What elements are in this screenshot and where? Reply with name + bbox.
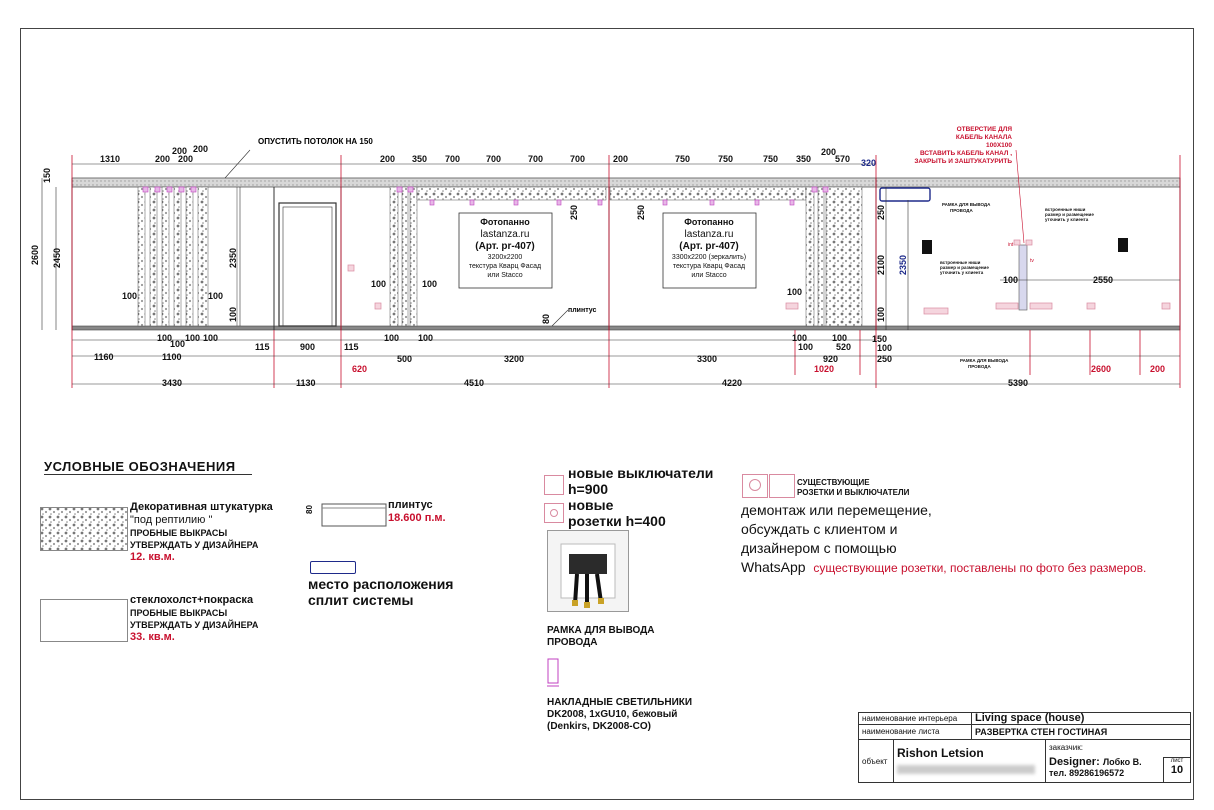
svg-text:int: int bbox=[1008, 242, 1014, 248]
svg-text:РАМКА ДЛЯ ВЫВОДА: РАМКА ДЛЯ ВЫВОДА bbox=[942, 202, 991, 207]
svg-text:100: 100 bbox=[422, 279, 438, 289]
ceiling-band bbox=[72, 178, 1180, 187]
svg-text:100X100: 100X100 bbox=[985, 142, 1012, 149]
plaster-swatch bbox=[40, 507, 128, 551]
svg-text:КАБЕЛЬ КАНАЛА: КАБЕЛЬ КАНАЛА bbox=[955, 134, 1012, 141]
demolish-l4: WhatsApp bbox=[741, 559, 806, 575]
svg-text:текстура Кварц Фасад: текстура Кварц Фасад bbox=[468, 263, 542, 270]
cable-channel bbox=[1019, 245, 1027, 310]
split-l1: место расположения bbox=[308, 576, 454, 592]
svg-text:ОТВЕРСТИЕ ДЛЯ: ОТВЕРСТИЕ ДЛЯ bbox=[956, 126, 1012, 133]
svg-text:320: 320 bbox=[861, 158, 877, 168]
split-l2: сплит системы bbox=[308, 592, 414, 608]
svg-text:100: 100 bbox=[1003, 275, 1019, 285]
plinth-length: 18.600 п.м. bbox=[388, 512, 446, 524]
svg-text:250: 250 bbox=[876, 204, 886, 220]
glass-l2: ПРОБНЫЕ ВЫКРАСЫ bbox=[130, 608, 228, 618]
sockets-l2: розетки h=400 bbox=[568, 513, 666, 529]
svg-text:lastanza.ru: lastanza.ru bbox=[684, 229, 734, 240]
glass-area: 33. кв.м. bbox=[130, 631, 175, 643]
svg-text:200: 200 bbox=[155, 154, 171, 164]
svg-text:ВСТАВИТЬ КАБЕЛЬ КАНАЛ ,: ВСТАВИТЬ КАБЕЛЬ КАНАЛ , bbox=[919, 150, 1012, 157]
svg-text:750: 750 bbox=[763, 154, 779, 164]
svg-text:100: 100 bbox=[203, 333, 219, 343]
door bbox=[279, 203, 336, 326]
light-fixture-icon bbox=[545, 658, 561, 688]
frame-l1: РАМКА ДЛЯ ВЫВОДА bbox=[547, 625, 655, 636]
svg-text:3430: 3430 bbox=[162, 378, 183, 388]
svg-text:Фотопанно: Фотопанно bbox=[480, 217, 530, 227]
svg-text:150: 150 bbox=[872, 334, 888, 344]
svg-text:620: 620 bbox=[352, 364, 368, 374]
svg-text:уточнить у клиента: уточнить у клиента bbox=[940, 270, 984, 275]
svg-text:1310: 1310 bbox=[100, 154, 121, 164]
svg-text:плинтус: плинтус bbox=[568, 307, 597, 314]
svg-text:3300: 3300 bbox=[697, 354, 718, 364]
svg-text:2100: 2100 bbox=[876, 254, 886, 275]
svg-text:текстура Кварц Фасад: текстура Кварц Фасад bbox=[672, 263, 746, 270]
plaster-l1: Декоративная штукатурка bbox=[130, 501, 273, 513]
svg-text:200: 200 bbox=[380, 154, 396, 164]
new-switches-text bbox=[568, 465, 713, 529]
svg-text:ЗАКРЫТЬ И ЗАШТУКАТУРИТЬ: ЗАКРЫТЬ И ЗАШТУКАТУРИТЬ bbox=[914, 158, 1012, 165]
legend-underline bbox=[44, 474, 252, 475]
svg-text:100: 100 bbox=[371, 279, 387, 289]
demolish-l1: демонтаж или перемещение, bbox=[741, 502, 932, 518]
svg-text:100: 100 bbox=[157, 333, 173, 343]
sockets-l1: новые bbox=[568, 497, 614, 513]
svg-text:115: 115 bbox=[344, 342, 359, 352]
plaster-l4: УТВЕРЖДАТЬ У ДИЗАЙНЕРА bbox=[130, 540, 259, 550]
glass-swatch bbox=[40, 599, 128, 642]
svg-text:3200: 3200 bbox=[504, 354, 525, 364]
socket-icon bbox=[544, 503, 564, 523]
svg-text:ПРОВОДА: ПРОВОДА bbox=[968, 364, 991, 369]
ceiling-note: ОПУСТИТЬ ПОТОЛОК НА 150 bbox=[258, 137, 373, 146]
tb-designer-name: Лобко В. bbox=[1102, 757, 1142, 767]
svg-text:350: 350 bbox=[796, 154, 812, 164]
svg-text:3200x2200: 3200x2200 bbox=[487, 254, 523, 261]
tb-phone: тел. 89286196572 bbox=[1049, 768, 1125, 778]
svg-text:4220: 4220 bbox=[722, 378, 743, 388]
svg-text:встроенные ниши: встроенные ниши bbox=[1045, 207, 1086, 212]
svg-text:Фотопанно: Фотопанно bbox=[684, 217, 734, 227]
svg-text:100: 100 bbox=[122, 291, 138, 301]
split-legend-text bbox=[308, 576, 453, 608]
svg-text:750: 750 bbox=[718, 154, 734, 164]
svg-text:750: 750 bbox=[675, 154, 691, 164]
svg-text:lastanza.ru: lastanza.ru bbox=[480, 229, 530, 240]
glass-l1: стеклохолст+покраска bbox=[130, 594, 254, 606]
svg-text:250: 250 bbox=[877, 354, 893, 364]
svg-text:115: 115 bbox=[255, 342, 270, 352]
cable-channel-note bbox=[914, 126, 1012, 165]
svg-text:80: 80 bbox=[541, 313, 551, 324]
bottom-dimensions bbox=[162, 378, 1028, 388]
split-swatch bbox=[310, 561, 356, 574]
existing-socket-icon bbox=[742, 474, 768, 498]
svg-text:100: 100 bbox=[228, 306, 238, 322]
svg-text:2450: 2450 bbox=[52, 247, 62, 268]
top-dimensions bbox=[100, 144, 876, 168]
svg-text:tv: tv bbox=[1030, 258, 1034, 264]
plinth-legend-text bbox=[388, 499, 446, 525]
frame-legend-text bbox=[547, 625, 655, 649]
tb-list-label: лист bbox=[1170, 758, 1184, 764]
svg-text:100: 100 bbox=[832, 333, 848, 343]
svg-text:размер и размещение: размер и размещение bbox=[1045, 212, 1094, 217]
tb-sheet-value: РАЗВЕРТКА СТЕН ГОСТИНАЯ bbox=[971, 724, 1191, 740]
svg-text:размер и размещение: размер и размещение bbox=[940, 265, 989, 270]
legend-title: УСЛОВНЫЕ ОБОЗНАЧЕНИЯ bbox=[44, 459, 236, 474]
svg-text:2550: 2550 bbox=[1093, 275, 1114, 285]
lights-l1: НАКЛАДНЫЕ СВЕТИЛЬНИКИ bbox=[547, 697, 693, 708]
svg-text:1160: 1160 bbox=[94, 352, 114, 362]
plaster-legend-text bbox=[130, 501, 273, 564]
svg-text:100: 100 bbox=[876, 306, 886, 322]
switches-l1: новые выключатели bbox=[568, 465, 714, 481]
glass-l3: УТВЕРЖДАТЬ У ДИЗАЙНЕРА bbox=[130, 620, 259, 630]
demolish-l3: дизайнером с помощью bbox=[741, 540, 897, 556]
tb-interior-label: наименование интерьера bbox=[858, 712, 972, 725]
svg-text:(Арт. pr-407): (Арт. pr-407) bbox=[679, 241, 739, 252]
tb-object bbox=[893, 739, 1046, 783]
svg-text:100: 100 bbox=[798, 342, 814, 352]
svg-text:350: 350 bbox=[412, 154, 428, 164]
svg-text:570: 570 bbox=[835, 154, 851, 164]
svg-text:1020: 1020 bbox=[814, 364, 835, 374]
tb-list bbox=[1163, 757, 1191, 783]
speaker-right bbox=[1118, 238, 1128, 252]
svg-text:200: 200 bbox=[1150, 364, 1166, 374]
svg-text:встроенные ниши: встроенные ниши bbox=[940, 260, 981, 265]
tb-object-value: Rishon Letsion bbox=[897, 746, 984, 760]
svg-text:уточнить у клиента: уточнить у клиента bbox=[1045, 217, 1089, 222]
plaster-area: 12. кв.м. bbox=[130, 551, 175, 563]
speaker-left bbox=[922, 240, 932, 254]
existing-legend-text bbox=[797, 478, 909, 498]
svg-text:100: 100 bbox=[185, 333, 201, 343]
svg-text:100: 100 bbox=[418, 333, 434, 343]
svg-text:200: 200 bbox=[193, 144, 209, 154]
plinth-swatch bbox=[308, 498, 388, 530]
svg-text:250: 250 bbox=[569, 204, 579, 220]
tb-list-number: 10 bbox=[1170, 764, 1184, 776]
svg-text:2350: 2350 bbox=[228, 247, 238, 268]
demolish-red-note: существующие розетки, поставлены по фото без размеров. bbox=[813, 561, 1147, 575]
svg-text:или Stacco: или Stacco bbox=[691, 272, 727, 279]
svg-text:100: 100 bbox=[170, 339, 186, 349]
svg-text:100: 100 bbox=[384, 333, 400, 343]
blurred-address bbox=[897, 765, 1035, 774]
svg-text:900: 900 bbox=[300, 342, 316, 352]
switches-l2: h=900 bbox=[568, 481, 609, 497]
svg-text:700: 700 bbox=[445, 154, 461, 164]
tb-customer-label: заказчик: bbox=[1049, 743, 1083, 752]
plinth-h: 80 bbox=[305, 505, 314, 514]
existing-switch-icon bbox=[769, 474, 795, 498]
frame-l2: ПРОВОДА bbox=[547, 637, 598, 648]
svg-text:РАМКА ДЛЯ ВЫВОДА: РАМКА ДЛЯ ВЫВОДА bbox=[960, 358, 1009, 363]
demolish-text bbox=[741, 501, 1146, 578]
svg-text:4510: 4510 bbox=[464, 378, 485, 388]
svg-text:2600: 2600 bbox=[30, 244, 40, 265]
plaster-l2: "под рептилию " bbox=[130, 514, 213, 526]
plaster-l3: ПРОБНЫЕ ВЫКРАСЫ bbox=[130, 528, 228, 538]
svg-text:ПРОВОДА: ПРОВОДА bbox=[950, 208, 973, 213]
svg-text:700: 700 bbox=[570, 154, 586, 164]
svg-text:5390: 5390 bbox=[1008, 378, 1029, 388]
svg-text:2600: 2600 bbox=[1091, 364, 1112, 374]
svg-text:200: 200 bbox=[613, 154, 629, 164]
svg-text:или Stacco: или Stacco bbox=[487, 272, 523, 279]
plinth-label: плинтус bbox=[388, 499, 433, 511]
wire-frame-photo bbox=[547, 530, 629, 612]
split-system bbox=[880, 188, 930, 201]
lights-legend-text bbox=[547, 697, 692, 733]
floor-line bbox=[72, 326, 1180, 330]
tb-object-label: объект bbox=[858, 739, 894, 783]
lights-l2: DK2008, 1xGU10, бежовый bbox=[547, 709, 678, 720]
lights-l3: (Denkirs, DK2008-CO) bbox=[547, 721, 651, 732]
svg-text:2350: 2350 bbox=[898, 254, 908, 275]
svg-text:(Арт. pr-407): (Арт. pr-407) bbox=[475, 241, 535, 252]
svg-text:200: 200 bbox=[172, 146, 188, 156]
svg-text:100: 100 bbox=[787, 287, 803, 297]
svg-text:520: 520 bbox=[836, 342, 852, 352]
tb-sheet-label: наименование листа bbox=[858, 724, 972, 740]
svg-text:200: 200 bbox=[821, 147, 837, 157]
svg-text:700: 700 bbox=[528, 154, 544, 164]
tb-interior-value: Living space (house) bbox=[971, 712, 1191, 725]
svg-text:1100: 1100 bbox=[162, 352, 182, 362]
svg-text:920: 920 bbox=[823, 354, 839, 364]
svg-text:100: 100 bbox=[208, 291, 224, 301]
existing-l1: СУЩЕСТВУЮЩИЕ bbox=[797, 478, 870, 487]
svg-text:100: 100 bbox=[792, 333, 808, 343]
tb-designer: Designer: bbox=[1049, 756, 1100, 768]
switch-icon bbox=[544, 475, 564, 495]
plaster-columns-wall1 bbox=[138, 187, 237, 326]
svg-text:100: 100 bbox=[877, 343, 893, 353]
svg-text:3300x2200 (зеркалить): 3300x2200 (зеркалить) bbox=[671, 254, 747, 261]
svg-text:200: 200 bbox=[178, 154, 194, 164]
svg-text:150: 150 bbox=[42, 167, 52, 183]
existing-l2: РОЗЕТКИ И ВЫКЛЮЧАТЕЛИ bbox=[797, 488, 910, 497]
svg-text:250: 250 bbox=[636, 204, 646, 220]
svg-text:700: 700 bbox=[486, 154, 502, 164]
glass-legend-text bbox=[130, 594, 258, 644]
svg-text:500: 500 bbox=[397, 354, 413, 364]
svg-text:1130: 1130 bbox=[296, 378, 316, 388]
demolish-l2: обсуждать с клиентом и bbox=[741, 521, 898, 537]
